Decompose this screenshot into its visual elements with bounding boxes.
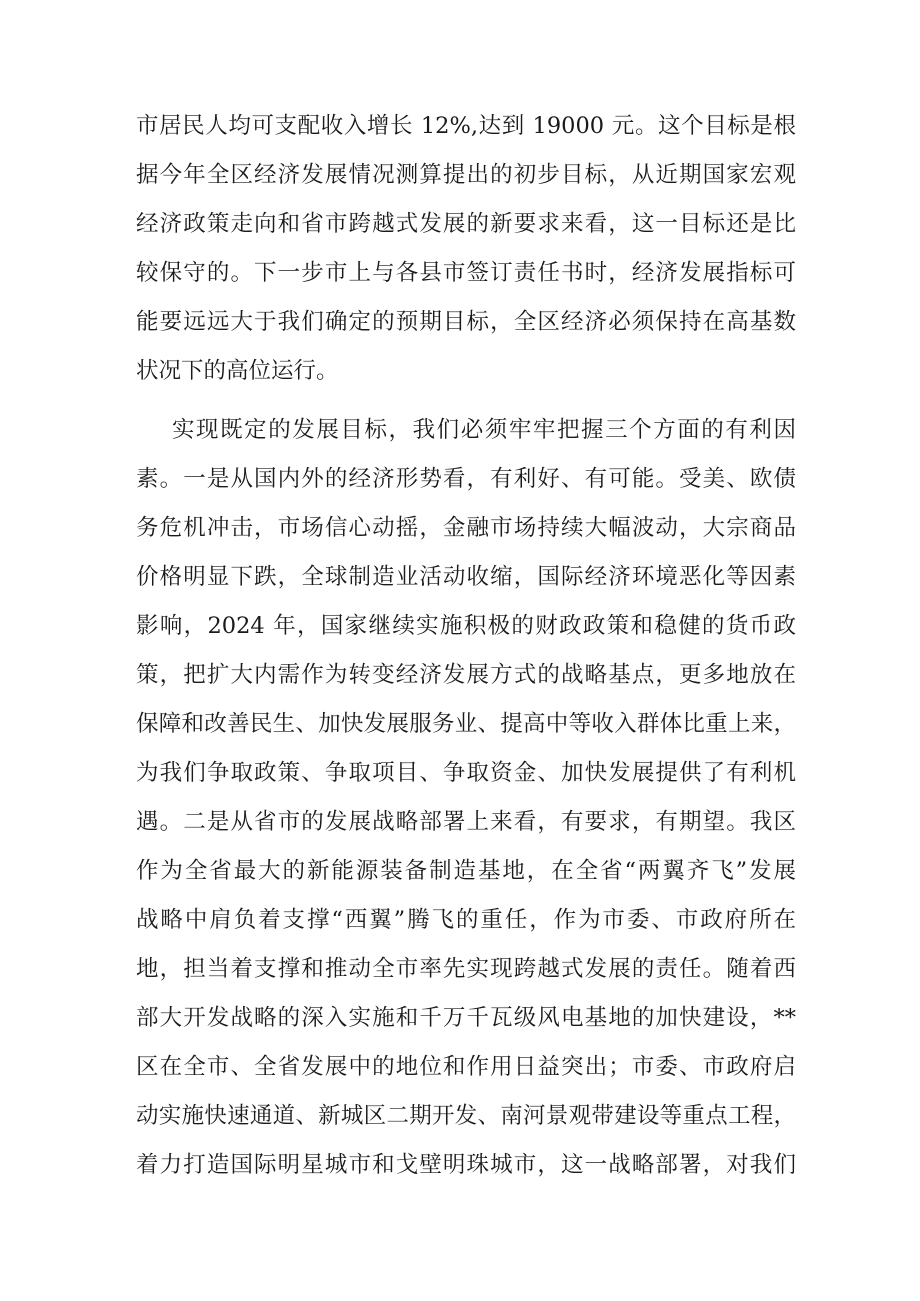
paragraph-2-line-2: 素。一是从国内外的经济形势看，有利好、有可能。受美、欧债 bbox=[136, 466, 796, 492]
paragraph-1-line-2: 据今年全区经济发展情况测算提出的初步目标，从近期国家宏观 bbox=[136, 162, 796, 188]
paragraph-2-line-10: 作为全省最大的新能源装备制造基地，在全省“两翼齐飞”发展 bbox=[136, 858, 796, 884]
paragraph-1-line-5: 能要远远大于我们确定的预期目标，全区经济必须保持在高基数 bbox=[136, 309, 796, 335]
paragraph-2-line-16: 着力打造国际明星城市和戈壁明珠城市，这一战略部署，对我们 bbox=[136, 1152, 796, 1178]
paragraph-1-line-3: 经济政策走向和省市跨越式发展的新要求来看，这一目标还是比 bbox=[136, 211, 796, 237]
paragraph-2-line-1: 实现既定的发展目标，我们必须牢牢把握三个方面的有利因 bbox=[172, 417, 796, 443]
paragraph-2-line-11: 战略中肩负着支撑“西翼”腾飞的重任，作为市委、市政府所在 bbox=[136, 907, 796, 933]
paragraph-2-line-9: 遇。二是从省市的发展战略部署上来看，有要求，有期望。我区 bbox=[136, 809, 796, 835]
paragraph-2-line-3: 务危机冲击，市场信心动摇，金融市场持续大幅波动，大宗商品 bbox=[136, 515, 796, 541]
paragraph-1-line-4: 较保守的。下一步市上与各县市签订责任书时，经济发展指标可 bbox=[136, 260, 796, 286]
paragraph-2-line-12: 地，担当着支撑和推动全市率先实现跨越式发展的责任。随着西 bbox=[136, 956, 796, 982]
paragraph-2-line-15: 动实施快速通道、新城区二期开发、南河景观带建设等重点工程， bbox=[136, 1103, 796, 1129]
paragraph-2-line-8: 为我们争取政策、争取项目、争取资金、加快发展提供了有利机 bbox=[136, 760, 796, 786]
paragraph-2-line-7: 保障和改善民生、加快发展服务业、提高中等收入群体比重上来， bbox=[136, 711, 796, 737]
paragraph-1-line-6: 状况下的高位运行。 bbox=[136, 358, 339, 384]
paragraph-1-line-1: 市居民人均可支配收入增长 12%,达到 19000 元。这个目标是根 bbox=[136, 113, 796, 139]
paragraph-2-line-13: 部大开发战略的深入实施和千万千瓦级风电基地的加快建设，** bbox=[136, 1005, 796, 1031]
paragraph-2-line-4: 价格明显下跌，全球制造业活动收缩，国际经济环境恶化等因素 bbox=[136, 564, 796, 590]
paragraph-2-line-14: 区在全市、全省发展中的地位和作用日益突出；市委、市政府启 bbox=[136, 1054, 796, 1080]
paragraph-2-line-5: 影响，2024 年，国家继续实施积极的财政政策和稳健的货币政 bbox=[136, 613, 796, 639]
paragraph-2-line-6: 策，把扩大内需作为转变经济发展方式的战略基点，更多地放在 bbox=[136, 662, 796, 688]
